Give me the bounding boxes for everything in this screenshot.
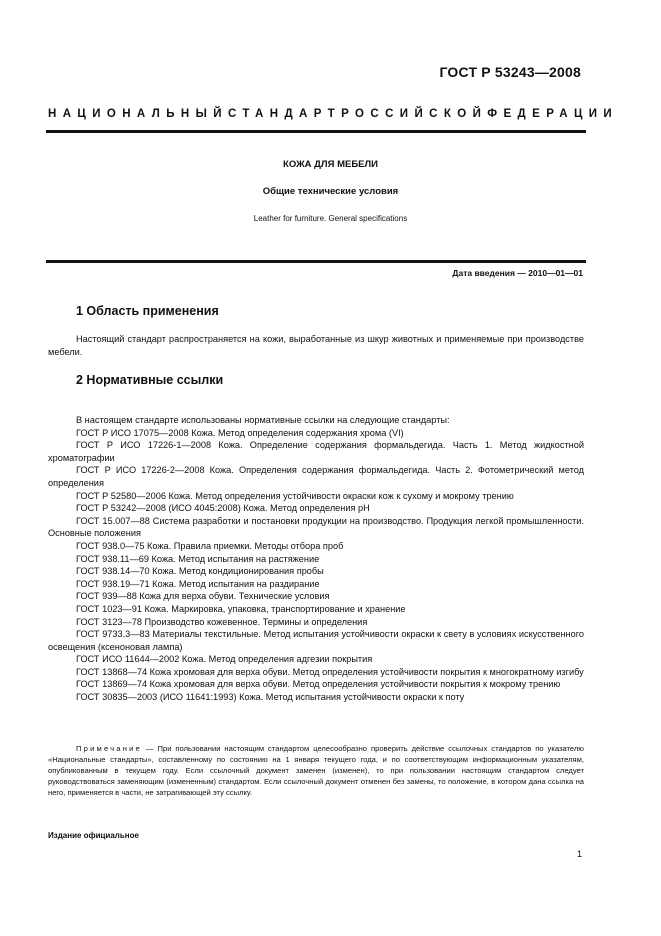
reference-item: ГОСТ 3123—78 Производство кожевенное. Термины и определения [76, 616, 368, 627]
normative-references-list [48, 414, 584, 704]
reference-item: ГОСТ Р 53242—2008 (ИСО 4045:2008) Кожа. Метод определения pH [76, 503, 370, 514]
reference-item: ГОСТ ИСО 11644—2002 Кожа. Метод определения адгезии покрытия [76, 654, 373, 665]
section-heading-references: 2 Нормативные ссылки [76, 373, 224, 387]
reference-item: ГОСТ Р 52580—2006 Кожа. Метод определения устойчивости окраски кож к сухому и мокрому трению [76, 490, 514, 501]
reference-intro: В настоящем стандарте использованы нормативные ссылки на следующие стандарты: [76, 415, 450, 425]
reference-item: ГОСТ 938.0—75 Кожа. Правила приемки. Методы отбора проб [76, 540, 344, 551]
reference-item: ГОСТ Р ИСО 17226-1—2008 Кожа. Определение содержания формальдегида. Часть 1. Метод жидкостной хроматографии [48, 440, 584, 463]
reference-item: ГОСТ 9733.3—83 Материалы текстильные. Метод испытания устойчивости окраски к свету в условиях искусственного освещения (ксеноновая лампа) [48, 629, 584, 652]
document-english-title: Leather for furniture. General specifications [253, 214, 408, 223]
reference-item: ГОСТ 1023—91 Кожа. Маркировка, упаковка, транспортирование и хранение [76, 603, 406, 614]
banner-word: СТАНДАРТ [227, 108, 342, 120]
reference-item: ГОСТ Р ИСО 17075—2008 Кожа. Метод определения содержания хрома (VI) [76, 427, 404, 438]
banner-word: НАЦИОНАЛЬНЫЙ [48, 108, 228, 120]
reference-item: ГОСТ 30835—2003 (ИСО 11641:1993) Кожа. Метод испытания устойчивости окраски к поту [76, 692, 465, 703]
note-text: — При пользовании настоящим стандартом целесообразно проверить действие ссылочных стандартов по указателю «Национальные стандарты», составленному по состоянию на 1 января текущего года, и по соответствующим информационным указателям, опубликованным в текущем году. Если ссылочный документ заменен (изменен), то при пользовании настоящим стандартом следует руководствоваться заменяющим (измененным) стандартом. Если ссылочный документ отменен без замены, то положение, в котором дана ссылка на него, применяется в части, не затрагивающей эту ссылку. [48, 744, 584, 797]
document-code: ГОСТ Р 53243—2008 [439, 64, 581, 80]
reference-item: ГОСТ 13868—74 Кожа хромовая для верха обуви. Метод определения устойчивости покрытия к многократному изгибу [76, 666, 584, 677]
reference-item: ГОСТ 939—88 Кожа для верха обуви. Технические условия [76, 591, 330, 602]
scope-paragraph: Настоящий стандарт распространяется на кожи, выработанные из шкур животных и применяемые при производстве мебели. [48, 334, 584, 357]
title-divider [46, 260, 586, 263]
note-paragraph [48, 743, 584, 798]
document-subtitle: Общие технические условия [262, 186, 399, 197]
document-title: КОЖА ДЛЯ МЕБЕЛИ [283, 159, 378, 170]
note-label: Примечание [76, 744, 142, 753]
banner-word: РОССИЙСКОЙ [341, 108, 488, 120]
page-number: 1 [577, 849, 583, 859]
top-divider [46, 130, 586, 133]
banner-word: ФЕДЕРАЦИИ [487, 108, 619, 120]
introduction-date: Дата введения — 2010—01—01 [452, 268, 583, 278]
national-standard-banner [48, 108, 619, 120]
reference-item: ГОСТ 938.11—69 Кожа. Метод испытания на растяжение [76, 553, 320, 564]
official-edition-label: Издание официальное [48, 831, 139, 840]
reference-item: ГОСТ 938.14—70 Кожа. Метод кондиционирования пробы [76, 566, 324, 577]
section-heading-scope: 1 Область применения [76, 304, 219, 318]
reference-item: ГОСТ 938.19—71 Кожа. Метод испытания на раздирание [76, 578, 320, 589]
reference-item: ГОСТ Р ИСО 17226-2—2008 Кожа. Определения содержания формальдегида. Часть 2. Фотометрический метод определения [48, 465, 584, 488]
reference-item: ГОСТ 15.007—88 Система разработки и постановки продукции на производство. Продукция легкой промышленности. Основные положения [48, 515, 584, 539]
reference-item: ГОСТ 13869—74 Кожа хромовая для верха обуви. Метод определения устойчивости покрытия к мокрому трению [76, 679, 561, 690]
